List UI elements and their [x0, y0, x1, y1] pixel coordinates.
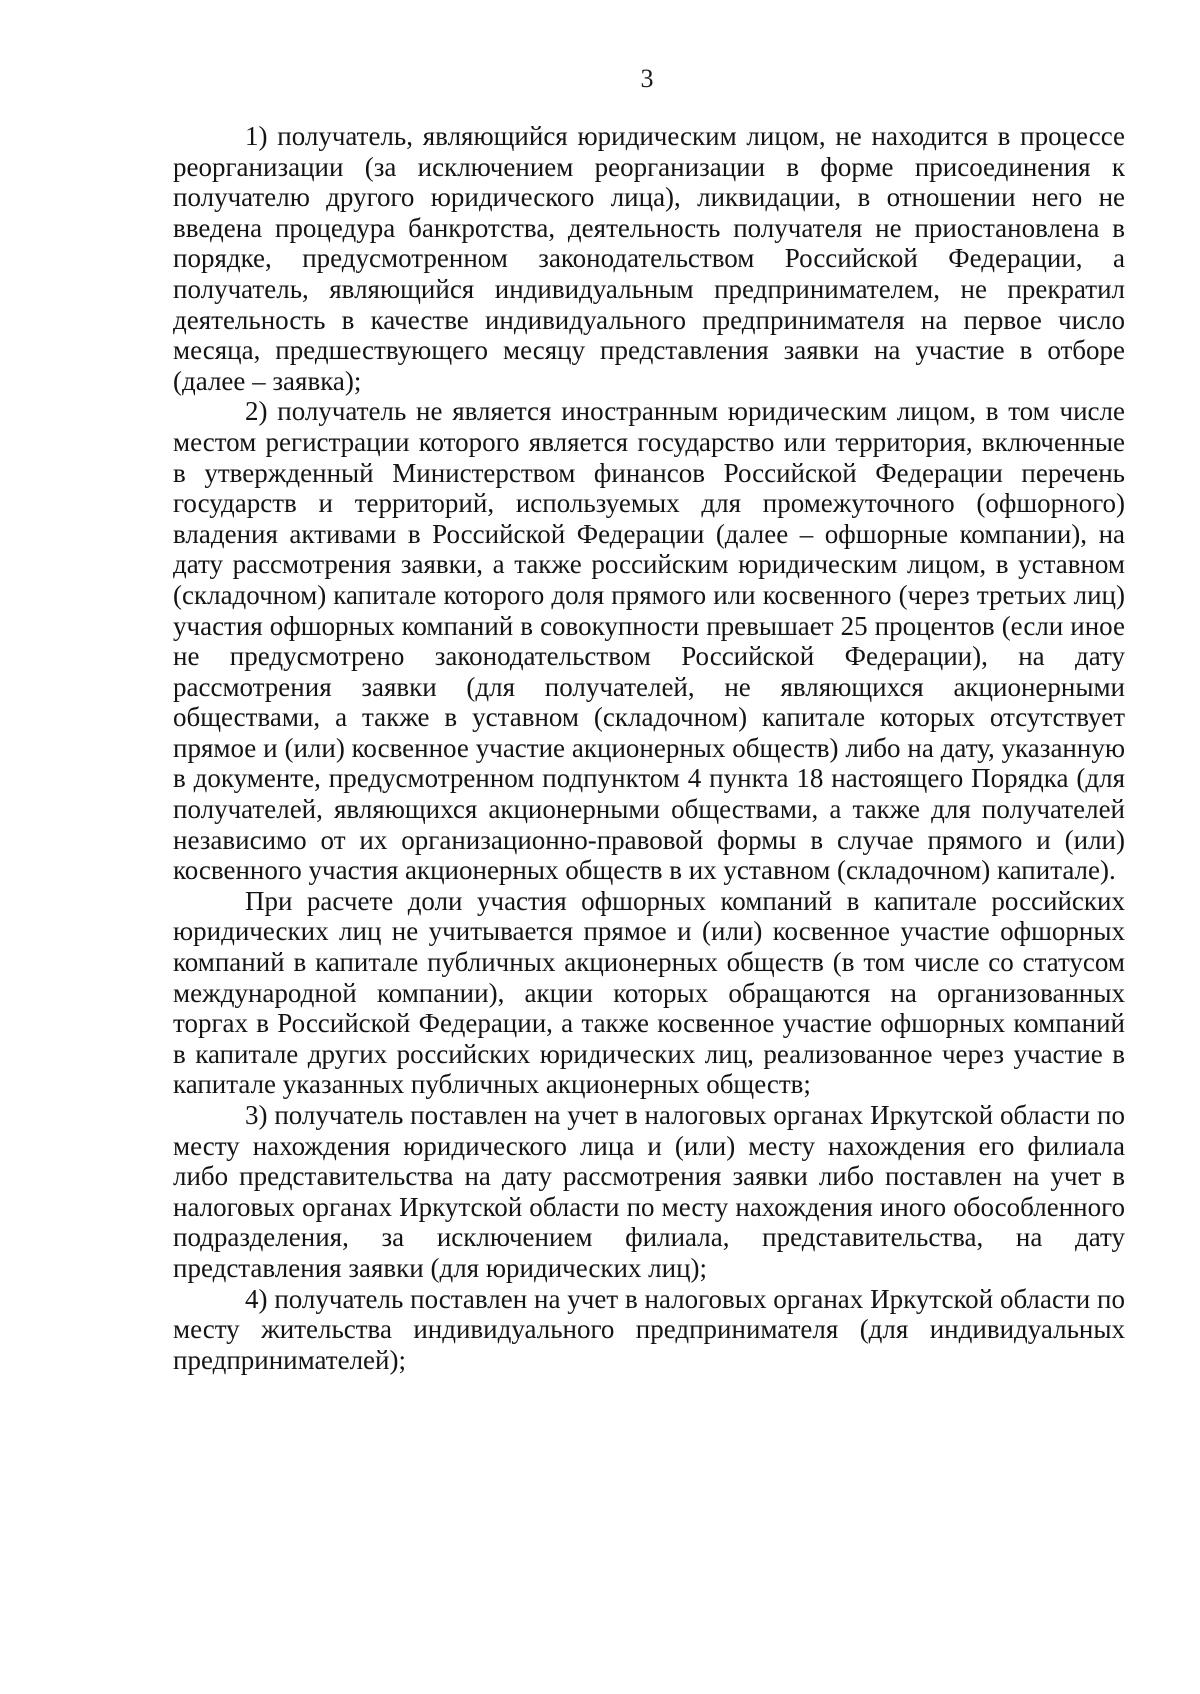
document-body [173, 121, 1125, 1375]
paragraph-item-2: 2) получатель не является иностранным юридическим лицом, в том числе местом регистрации которого является государство или территория, включенные в утвержденный Министерством финансов Российской Федерации перечень государств и территорий, используемых для промежуточного (офшорного) владения активами в Российской Федерации (далее – офшорные компании), на дату рассмотрения заявки, а также российским юридическим лицом, в уставном (складочном) капитале которого доля прямого или косвенного (через третьих лиц) участия офшорных компаний в совокупности превышает 25 процентов (если иное не предусмотрено законодательством Российской Федерации), на дату рассмотрения заявки (для получателей, не являющихся акционерными обществами, а также в уставном (складочном) капитале которых отсутствует прямое и (или) косвенное участие акционерных обществ) либо на дату, указанную в документе, предусмотренном подпунктом 4 пункта 18 настоящего Порядка (для получателей, являющихся акционерными обществами, а также для получателей независимо от их организационно-правовой формы в случае прямого и (или) косвенного участия акционерных обществ в их уставном (складочном) капитале). [173, 396, 1125, 886]
paragraph-item-4: 4) получатель поставлен на учет в налоговых органах Иркутской области по месту жительства индивидуального предпринимателя (для индивидуальных предпринимателей); [173, 1283, 1125, 1375]
page-number: 3 [640, 64, 654, 93]
paragraph-item-1: 1) получатель, являющийся юридическим лицом, не находится в процессе реорганизации (за исключением реорганизации в форме присоединения к получателю другого юридического лица), ликвидации, в отношении него не введена процедура банкротства, деятельность получателя не приостановлена в порядке, предусмотренном законодательством Российской Федерации, а получатель, являющийся индивидуальным предпринимателем, не прекратил деятельность в качестве индивидуального предпринимателя на первое число месяца, предшествующего месяцу представления заявки на участие в отборе (далее – заявка); [173, 121, 1125, 396]
paragraph-offshore-calculation: При расчете доли участия офшорных компаний в капитале российских юридических лиц не учитывается прямое и (или) косвенное участие офшорных компаний в капитале публичных акционерных обществ (в том числе со статусом международной компании), акции которых обращаются на организованных торгах в Российской Федерации, а также косвенное участие офшорных компаний в капитале других российских юридических лиц, реализованное через участие в капитале указанных публичных акционерных обществ; [173, 885, 1125, 1100]
paragraph-item-3: 3) получатель поставлен на учет в налоговых органах Иркутской области по месту нахождения юридического лица и (или) месту нахождения его филиала либо представительства на дату рассмотрения заявки либо поставлен на учет в налоговых органах Иркутской области по месту нахождения иного обособленного подразделения, за исключением филиала, представительства, на дату представления заявки (для юридических лиц); [173, 1100, 1125, 1283]
